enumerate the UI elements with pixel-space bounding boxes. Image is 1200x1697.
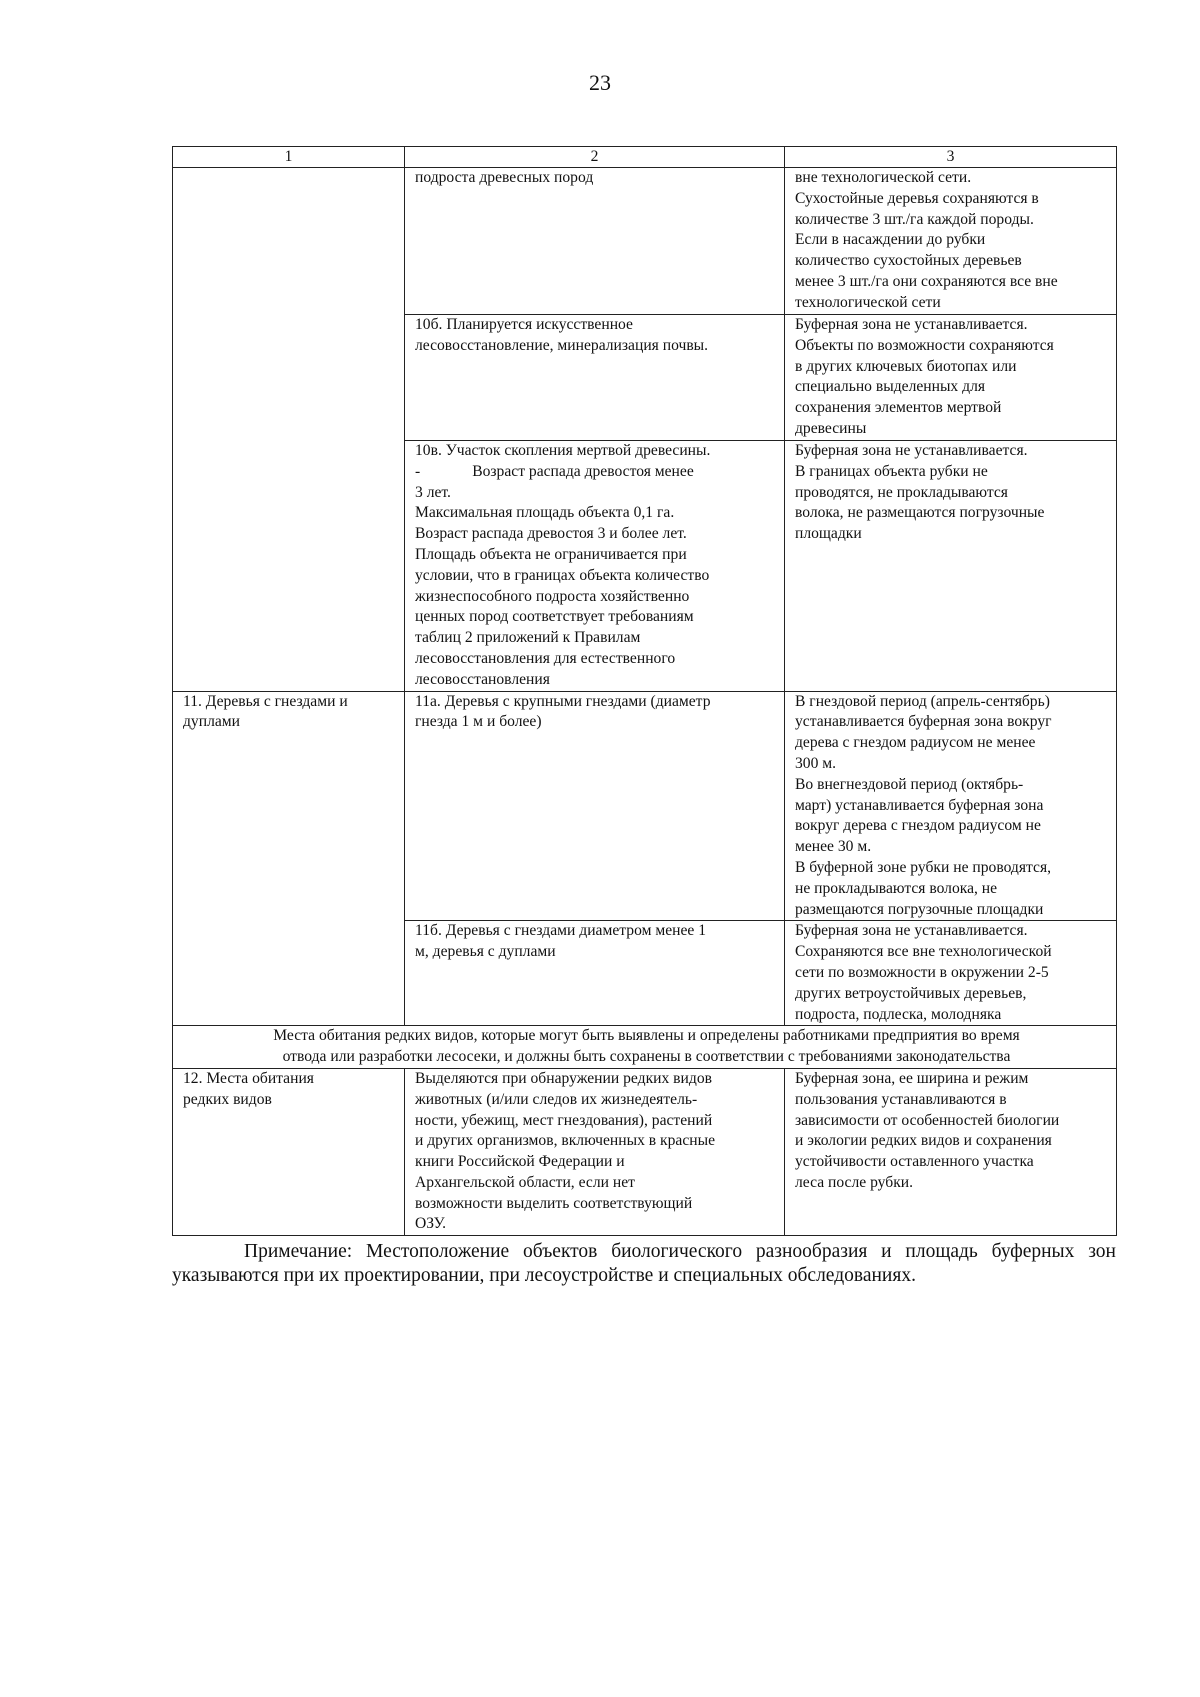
criteria-cell (405, 315, 785, 441)
text-line: условии, что в границах объекта количество (415, 566, 710, 584)
requirements-cell (785, 1068, 1117, 1235)
text-line: ценных пород соответствует требованиям (415, 608, 694, 626)
text-line: Возраст распада древостоя 3 и более лет. (415, 525, 687, 543)
text-line: проводятся, не прокладываются (795, 483, 1008, 501)
text-line: количество сухостойных деревьев (795, 252, 1022, 270)
requirements-cell (785, 441, 1117, 692)
text-line: редких видов (183, 1090, 272, 1108)
text-line: вне технологической сети. (795, 169, 972, 186)
text-line: Буферная зона не устанавливается. (795, 442, 1028, 459)
dash-item-text: Возраст распада древостоя менее (472, 462, 694, 480)
biodiversity-objects-table (172, 146, 1117, 1236)
text-line: менее 30 м. (795, 838, 872, 856)
footnote (172, 1240, 1116, 1288)
text-line: 11. Деревья с гнездами и (183, 692, 348, 710)
text-line: жизнеспособного подроста хозяйственно (415, 587, 690, 605)
requirements-cell (785, 921, 1117, 1026)
text-line: возможности выделить соответствующий (415, 1194, 693, 1212)
text-line: м, деревья с дуплами (415, 943, 556, 961)
text-line: 11а. Деревья с крупными гнездами (диаметр (415, 692, 711, 710)
text-line: волока, не размещаются погрузочные (795, 504, 1045, 522)
text-line: Максимальная площадь объекта 0,1 га. (415, 504, 675, 522)
footnote-line: Примечание: Местоположение объектов биологического разнообразия и площадь буферных зон (244, 1241, 1116, 1262)
column-header-2: 2 (405, 147, 785, 168)
requirements-cell (785, 168, 1117, 315)
requirements-cell (785, 315, 1117, 441)
text-line: Объекты по возможности сохраняются (795, 336, 1054, 354)
dash-marker: - (415, 462, 421, 480)
text-line: 10в. Участок скопления мертвой древесины. (415, 442, 711, 459)
section-heading-cell (173, 1026, 1117, 1069)
text-line: животных (и/или следов их жизнедеятель- (415, 1090, 698, 1108)
text-line: ности, убежищ, мест гнездования), растений (415, 1111, 713, 1129)
text-line: В гнездовой период (апрель-сентябрь) (795, 692, 1050, 710)
text-line: технологической сети (795, 293, 941, 311)
object-cell (173, 691, 405, 1026)
text-line: 12. Места обитания (183, 1069, 314, 1087)
text-line: в других ключевых биотопах или (795, 357, 1017, 375)
text-line: Архангельской области, если нет (415, 1173, 635, 1191)
requirements-cell (785, 691, 1117, 921)
table-row (173, 168, 1117, 315)
text-line: 10б. Планируется искусственное (415, 316, 633, 333)
text-line: устойчивости оставленного участка (795, 1153, 1034, 1171)
object-cell (173, 168, 405, 692)
table-row (173, 1068, 1117, 1235)
criteria-cell (405, 921, 785, 1026)
text-line: Буферная зона не устанавливается. (795, 922, 1028, 940)
criteria-cell (405, 1068, 785, 1235)
text-line: Если в насаждении до рубки (795, 231, 986, 249)
criteria-cell (405, 168, 785, 315)
text-line: Сохраняются все вне технологической (795, 943, 1052, 961)
text-line: 11б. Деревья с гнездами диаметром менее 1 (415, 922, 707, 940)
text-line (415, 462, 778, 483)
text-line: Площадь объекта не ограничивается при (415, 545, 687, 563)
text-line: гнезда 1 м и более) (415, 713, 542, 731)
text-line: лесовосстановление, минерализация почвы. (415, 336, 709, 354)
text-line: сохранения элементов мертвой (795, 399, 1002, 417)
text-line: лесовосстановления (415, 670, 550, 688)
text-line: Буферная зона, ее ширина и режим (795, 1069, 1029, 1087)
text-line: зависимости от особенностей биологии (795, 1111, 1060, 1129)
object-cell (173, 1068, 405, 1235)
text-line: книги Российской Федерации и (415, 1153, 625, 1171)
criteria-cell (405, 441, 785, 692)
text-line: В буферной зоне рубки не проводятся, (795, 858, 1052, 876)
text-line: не прокладываются волока, не (795, 879, 998, 897)
text-line: В границах объекта рубки не (795, 462, 988, 480)
column-header-1: 1 (173, 147, 405, 168)
text-line: таблиц 2 приложений к Правилам (415, 629, 641, 647)
text-line: Во внегнездовой период (октябрь- (795, 775, 1024, 793)
text-line: площадки (795, 525, 862, 543)
text-line: лесовосстановления для естественного (415, 649, 676, 667)
text-line: сети по возможности в окружении 2-5 (795, 963, 1049, 981)
page-number: 23 (589, 70, 611, 95)
table-row (173, 691, 1117, 921)
text-line: 300 м. (795, 754, 837, 772)
text-line: вокруг дерева с гнездом радиусом не (795, 817, 1041, 835)
text-line: подроста древесных пород (415, 169, 594, 186)
text-line: 3 лет. (415, 483, 451, 501)
text-line: дуплами (183, 713, 240, 731)
text-line: количестве 3 шт./га каждой породы. (795, 210, 1034, 228)
text-line: других ветроустойчивых деревьев, (795, 984, 1027, 1002)
text-line: Буферная зона не устанавливается. (795, 316, 1028, 333)
text-line: устанавливается буферная зона вокруг (795, 713, 1052, 731)
text-line: ОЗУ. (415, 1215, 447, 1233)
text-line: специально выделенных для (795, 378, 986, 396)
text-line: размещаются погрузочные площадки (795, 900, 1044, 918)
table-header-row (173, 147, 1117, 168)
column-header-3: 3 (785, 147, 1117, 168)
text-line: отвода или разработки лесосеки, и должны быть сохранены в соответствии с требованиями законодательства (282, 1048, 1011, 1066)
text-line: древесины (795, 419, 867, 437)
table-section-row (173, 1026, 1117, 1069)
text-line: дерева с гнездом радиусом не менее (795, 734, 1036, 752)
text-line: подроста, подлеска, молодняка (795, 1005, 1002, 1023)
criteria-cell (405, 691, 785, 921)
text-line: и других организмов, включенных в красные (415, 1132, 715, 1150)
text-line: и экологии редких видов и сохранения (795, 1132, 1052, 1150)
text-line: Места обитания редких видов, которые могут быть выявлены и определены работниками предприятия во время (273, 1027, 1020, 1045)
text-line: Сухостойные деревья сохраняются в (795, 189, 1039, 207)
footnote-line: указываются при их проектировании, при лесоустройстве и специальных обследованиях. (172, 1265, 916, 1286)
text-line: март) устанавливается буферная зона (795, 796, 1044, 814)
text-line: Выделяются при обнаружении редких видов (415, 1069, 712, 1087)
text-line: пользования устанавливаются в (795, 1090, 1007, 1108)
text-line: леса после рубки. (795, 1173, 914, 1191)
text-line: менее 3 шт./га они сохраняются все вне (795, 272, 1058, 290)
